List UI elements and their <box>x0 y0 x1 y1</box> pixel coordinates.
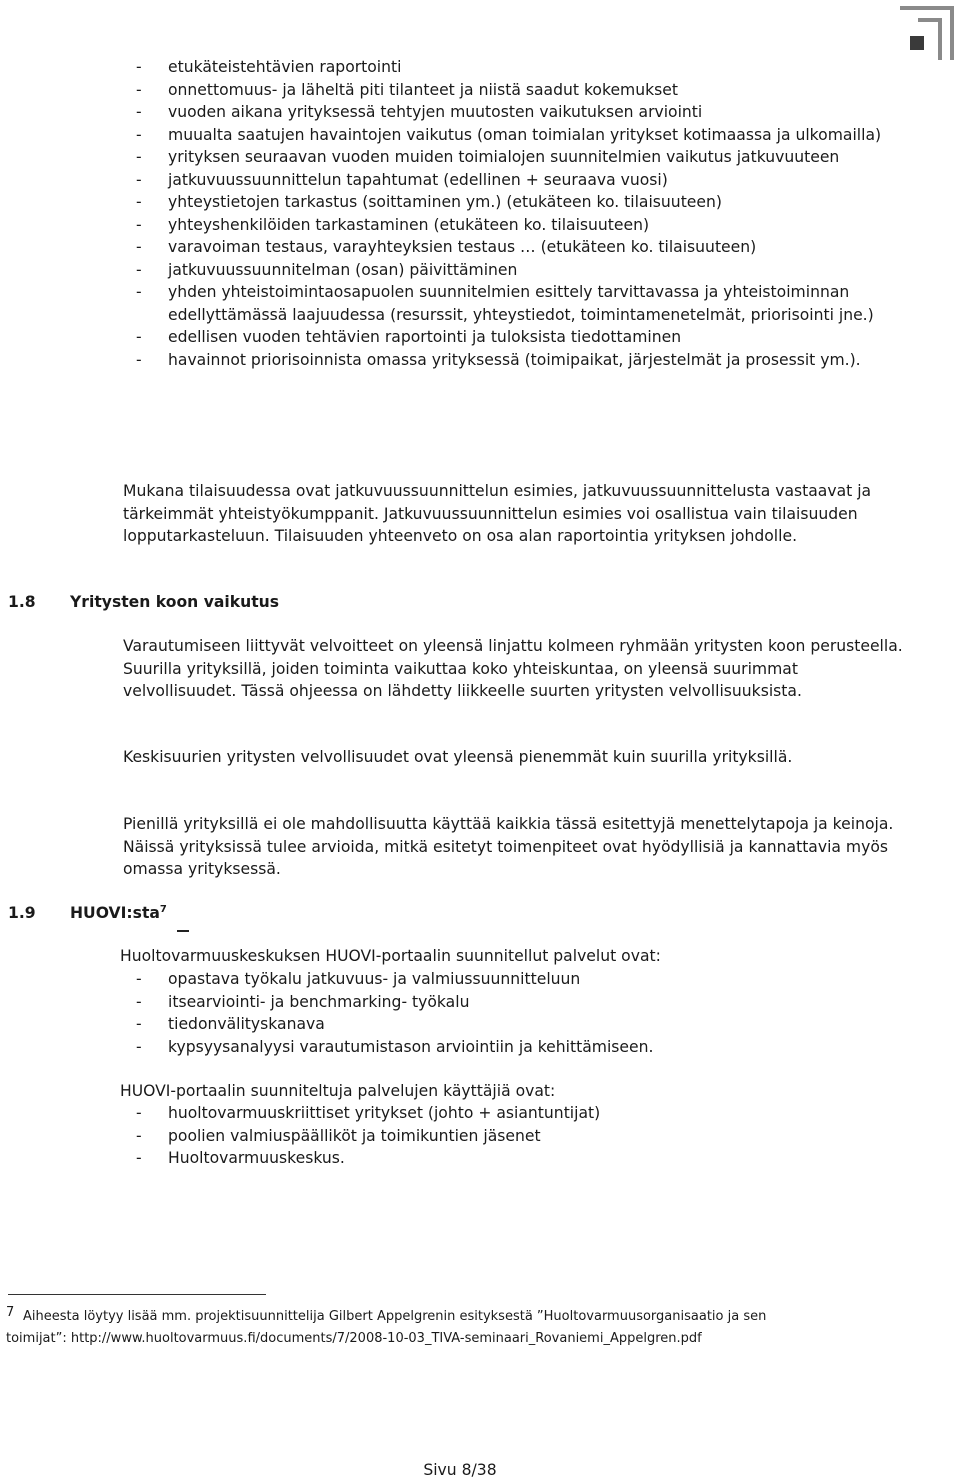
list-item-text: jatkuvuussuunnittelun tapahtumat (edellinen + seuraava vuosi) <box>168 170 668 189</box>
bullet-dash: - <box>136 1149 142 1167</box>
paragraph: Huoltovarmuuskeskuksen HUOVI-portaalin suunnitellut palvelut ovat: <box>120 947 661 965</box>
list-item <box>130 169 890 192</box>
paragraph: Keskisuurien yritysten velvollisuudet ovat yleensä pienemmät kuin suurilla yrityksillä. <box>123 748 793 766</box>
section-heading <box>8 591 279 613</box>
list-item-text: huoltovarmuuskriittiset yritykset (johto + asiantuntijat) <box>168 1104 601 1122</box>
bullet-dash: - <box>136 193 142 211</box>
bullet-dash: - <box>136 1037 142 1056</box>
list-item <box>130 56 890 79</box>
list-item-text: itsearviointi- ja benchmarking- työkalu <box>168 992 470 1011</box>
list-item <box>130 1102 890 1125</box>
list-item <box>130 349 890 372</box>
footnote-link[interactable]: toimijat”: http://www.huoltovarmuus.fi/documents/7/2008-10-03_TIVA-seminaari_Rovaniemi_Appelgren.pdf <box>6 1330 702 1346</box>
footnote-reference[interactable]: 7 <box>159 903 167 915</box>
bullet-dash: - <box>136 970 142 988</box>
bullet-dash: - <box>136 125 142 144</box>
list-item <box>130 101 890 124</box>
list-item <box>130 79 890 102</box>
section-heading <box>8 902 167 924</box>
list-item <box>130 1125 890 1148</box>
bullet-dash: - <box>136 1126 142 1145</box>
list-item-text: jatkuvuussuunnitelman (osan) päivittäminen <box>168 260 518 279</box>
list-item-text: etukäteistehtävien raportointi <box>168 58 402 76</box>
list-item-text: Huoltovarmuuskeskus. <box>168 1149 345 1167</box>
list-item <box>130 968 890 991</box>
paragraph: Varautumiseen liittyvät velvoitteet on yleensä linjattu kolmeen ryhmään yritysten koon perusteella. Suurilla yrityksillä, joiden toiminta vaikuttaa koko yhteiskuntaa, on yleensä suurimmat velvollisuudet. Tässä ohjeessa on lähdetty liikkeelle suurten yritysten velvollisuuksista. <box>123 637 903 700</box>
services-list <box>130 968 890 1058</box>
list-item-text: vuoden aikana yrityksessä tehtyjen muutosten vaikutuksen arviointi <box>168 103 703 121</box>
list-item-text: edellisen vuoden tehtävien raportointi ja tuloksista tiedottaminen <box>168 328 682 346</box>
bullet-dash: - <box>136 350 142 369</box>
list-item <box>130 326 890 349</box>
list-item <box>130 214 890 237</box>
bullet-dash: - <box>136 170 142 189</box>
bullet-dash: - <box>136 328 142 346</box>
bullet-dash: - <box>136 992 142 1011</box>
list-item <box>130 124 890 147</box>
list-item-text: havainnot priorisoinnista omassa yrityksessä (toimipaikat, järjestelmät ja prosessit ym.). <box>168 350 861 369</box>
bullet-dash: - <box>136 215 142 234</box>
list-item <box>130 236 890 259</box>
list-item-text: tiedonvälityskanava <box>168 1015 325 1033</box>
list-item-text: yrityksen seuraavan vuoden muiden toimialojen suunnitelmien vaikutus jatkuvuuteen <box>168 148 840 166</box>
list-item-text: opastava työkalu jatkuvuus- ja valmiussuunnitteluun <box>168 970 581 988</box>
bullet-dash: - <box>136 260 142 279</box>
section-title: HUOVI:sta <box>70 904 160 922</box>
paragraph: HUOVI-portaalin suunniteltuja palvelujen käyttäjiä ovat: <box>120 1082 556 1100</box>
list-item <box>130 1036 890 1059</box>
footnote-number: 7 <box>6 1305 15 1320</box>
list-item-text: yhden yhteistoimintaosapuolen suunnitelmien esittely tarvittavassa ja yhteistoiminnan edellyttämässä laajuudessa (resurssit, yhteystiedot, toimintamenetelmät, priorisointi jne.) <box>168 283 874 324</box>
bullet-dash: - <box>136 58 142 76</box>
section-number: 1.9 <box>8 904 36 922</box>
users-list <box>130 1102 890 1170</box>
footnote-text: Aiheesta löytyy lisää mm. projektisuunnittelija Gilbert Appelgrenin esityksestä ”Huoltovarmuusorganisaatio ja sen <box>23 1309 767 1324</box>
footnote-underline <box>177 930 189 932</box>
list-item-text: poolien valmiuspäälliköt ja toimikuntien jäsenet <box>168 1126 541 1145</box>
activity-list <box>130 56 890 371</box>
list-item <box>130 281 890 326</box>
list-item <box>130 191 890 214</box>
list-item <box>130 259 890 282</box>
bullet-dash: - <box>136 148 142 166</box>
bullet-dash: - <box>136 238 142 256</box>
paragraph: Pienillä yrityksillä ei ole mahdollisuutta käyttää kaikkia tässä esitettyjä menettelytapoja ja keinoja. Näissä yrityksissä tulee arvioida, mitkä esitetyt toimenpiteet ovat hyödyllisiä ja kannattavia myös omassa yrityksessä. <box>123 815 894 878</box>
page-number: Sivu 8/38 <box>423 1461 497 1479</box>
list-item-text: onnettomuus- ja läheltä piti tilanteet ja niistä saadut kokemukset <box>168 80 678 99</box>
list-item-text: yhteystietojen tarkastus (soittaminen ym.) (etukäteen ko. tilaisuuteen) <box>168 193 722 211</box>
logo-icon <box>896 2 958 64</box>
footnote-separator <box>8 1294 266 1295</box>
list-item-text: kypsyysanalyysi varautumistason arviointiin ja kehittämiseen. <box>168 1037 654 1056</box>
section-number: 1.8 <box>8 593 36 611</box>
list-item-text: muualta saatujen havaintojen vaikutus (oman toimialan yritykset kotimaassa ja ulkomailla) <box>168 125 882 144</box>
footnote <box>6 1306 906 1349</box>
list-item-text: yhteyshenkilöiden tarkastaminen (etukäteen ko. tilaisuuteen) <box>168 215 650 234</box>
paragraph: Mukana tilaisuudessa ovat jatkuvuussuunnittelun esimies, jatkuvuussuunnittelusta vastaavat ja tärkeimmät yhteistyökumppanit. Jatkuvuussuunnittelun esimies voi osallistua vain tilaisuuden lopputarkasteluun. Tilaisuuden yhteenveto on osa alan raportointia yrityksen johdolle. <box>123 482 872 545</box>
list-item <box>130 1147 890 1170</box>
bullet-dash: - <box>136 1104 142 1122</box>
section-title: Yritysten koon vaikutus <box>70 593 280 611</box>
list-item <box>130 991 890 1014</box>
list-item <box>130 1013 890 1036</box>
bullet-dash: - <box>136 1015 142 1033</box>
list-item <box>130 146 890 169</box>
bullet-dash: - <box>136 80 142 99</box>
bullet-dash: - <box>136 103 142 121</box>
list-item-text: varavoiman testaus, varayhteyksien testaus … (etukäteen ko. tilaisuuteen) <box>168 238 757 256</box>
bullet-dash: - <box>136 283 142 301</box>
